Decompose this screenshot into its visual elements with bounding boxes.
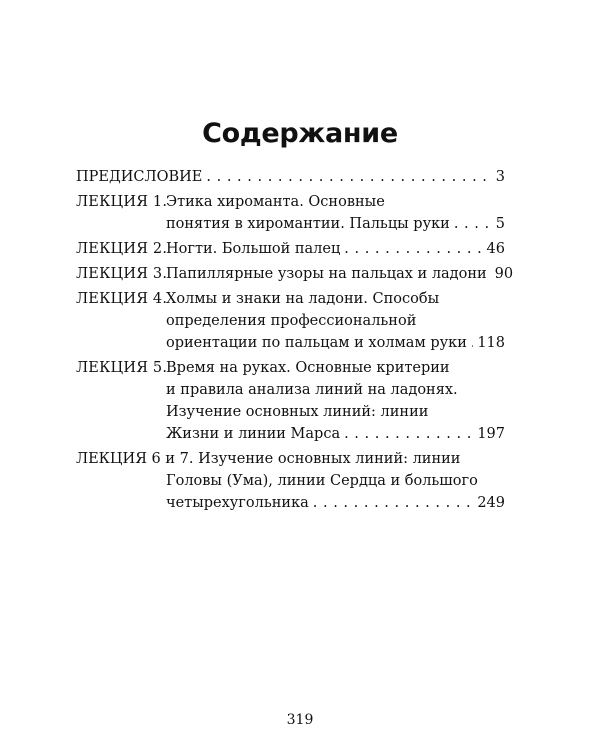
toc-entry-title: четырехугольника: [166, 495, 309, 511]
toc-page-number: 5: [495, 216, 505, 232]
toc-entry-title: Жизни и линии Марса: [166, 426, 341, 442]
toc-entry-title: Ногти. Большой палец: [166, 241, 341, 257]
toc-entry-title: ЛЕКЦИЯ 6 и 7. Изучение основных линий: линии: [76, 451, 461, 467]
toc-entry-title: и правила анализа линий на ладонях.: [166, 382, 458, 398]
toc-entry-label: ЛЕКЦИЯ 2.: [76, 241, 168, 257]
toc-entry-title: определения профессиональной: [166, 313, 417, 329]
toc-entry-title: Изучение основных линий: линии: [166, 404, 429, 420]
toc-entry-title: Этика хироманта. Основные: [166, 194, 385, 210]
toc-entry-lecture-6-7[interactable]: [76, 448, 505, 514]
toc-entry-lecture-2[interactable]: [76, 238, 505, 260]
toc-entry-lecture-4[interactable]: [76, 288, 505, 354]
toc-page-number: 3: [495, 169, 505, 185]
toc-entry-title: ПРЕДИСЛОВИЕ: [76, 169, 203, 185]
toc-entry-label: ЛЕКЦИЯ 3.: [76, 266, 168, 282]
toc-entry-lecture-1[interactable]: [76, 191, 505, 235]
toc-entry-title: Головы (Ума), линии Сердца и большого: [166, 473, 478, 489]
leader-dots: [206, 166, 491, 188]
toc-page-number: 46: [486, 241, 505, 257]
toc-entry-label: ЛЕКЦИЯ 5.: [76, 360, 168, 376]
toc-page-number: 249: [477, 495, 505, 511]
toc-entry-lecture-3[interactable]: [76, 263, 514, 285]
leader-dots: [471, 332, 473, 354]
toc-entry-label: ЛЕКЦИЯ 1.: [76, 194, 168, 210]
toc-entry-title: понятия в хиромантии. Пальцы руки: [166, 216, 450, 232]
leader-dots: [344, 238, 482, 260]
toc-page-number: 90: [494, 266, 514, 282]
leader-dots: [313, 492, 474, 514]
toc-page-number: 118: [477, 335, 505, 351]
table-of-contents: [76, 166, 514, 514]
toc-entry-lecture-5[interactable]: [76, 357, 505, 445]
leader-dots: [454, 213, 492, 235]
toc-entry-title: Время на руках. Основные критерии: [166, 360, 450, 376]
page-number-footer: 319: [286, 712, 314, 728]
toc-entry-label: ЛЕКЦИЯ 4.: [76, 291, 168, 307]
toc-entry-title: Холмы и знаки на ладони. Способы: [166, 291, 440, 307]
toc-entry-title: Папиллярные узоры на пальцах и ладони: [166, 266, 487, 282]
toc-entry-title: ориентации по пальцам и холмам руки: [166, 335, 467, 351]
toc-entry-preface[interactable]: [76, 166, 505, 188]
leader-dots: [344, 423, 473, 445]
page-title: Содержание: [202, 118, 398, 149]
toc-page-number: 197: [477, 426, 505, 442]
